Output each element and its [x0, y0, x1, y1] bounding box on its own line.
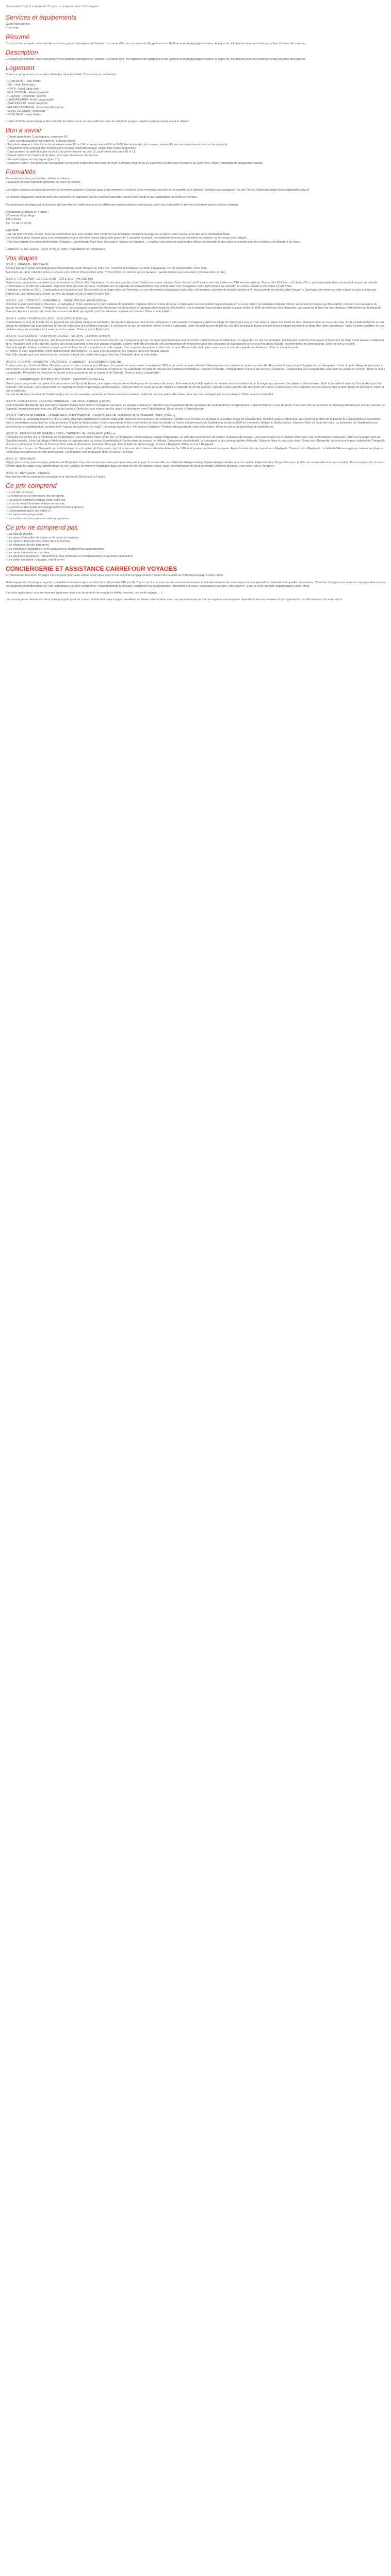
list-item: - SNAEFELLSNES : Arnarstapi — [6, 109, 46, 113]
services-title: Services et équipements — [6, 14, 76, 22]
conciergerie-paragraph: En choisissant Carrefour Voyages Conciergerie pour votre séjour, vous optez pour un service d'accompagnement complet dès la veille de votre départ jusqu'à votre retour. — [6, 574, 224, 578]
bon-a-savoir-list — [6, 135, 386, 165]
list-item: Concierge — [6, 26, 19, 30]
day-title: JOUR 10 : PENINSULE DE SNÆFELLSNES - THINGVELLIR - REYKJAVIK (340 km) — [6, 432, 116, 435]
list-item: - Les repas éventuels aux escales, — [6, 551, 51, 554]
bon-a-savoir-title: Bon à savoir — [6, 127, 42, 134]
day-title: JOUR 6 : HUSAVIK - AKUREYRI - HAUGANES - GLAUMBÆR - LAUGARBAKKI (380 km) — [6, 360, 122, 364]
conciergerie-paragraph: Notre équipe de concierges, experte, précipitée et humaine (pas de robot !) est disponible 24h sur 24, 7 jours sur 7 et à votre écoute exclusivement pour le bon déroulement de votre séjour et vous garantit la réactivité et la qualité nécessaires. Carrefour Voyages pour vous accompagne dans toutes les situations (enregistrement de vols, demandes sur votre programme, renseignements & conseils, assistance sur les problèmes rencontrés sur place, réservation d'activités, conciergerie...) dès la veille de votre départ jusqu'à votre retour. — [6, 581, 386, 588]
formalites-title: Formalités — [6, 168, 36, 176]
day-text: Accueil par votre guide-accompagnateur francophone selon l'horaire de votre vol. Transfert et installation à l'hôtel à Reykjavik. Fin de journée libre. Dîner libre. Transferts aéroport collectifs inclus si arrivée entre 15h et 16h et retour entre 7h30 et 8h30. En dehors de ces horaires, navette Flybus sans assistance (incluse dans le prix). — [6, 267, 226, 274]
day-title: JOUR 8 : ISAFJORDUR - HRAFNSEYRARHEIDI - PATREKSFJORDUR (180 km) — [6, 400, 111, 403]
day-text: Continuation le long de la côte est en passant par des petits villages de pêcheurs, des fjords majestueux, des fermes éloignées et des massifs montagneux. Arrêt au village de Djúpivogur puis arrivée dans la région des fjords de l'Est. Déjeuner libre en cours de route. Arrêt à Fáskrúðsfjörður et son village de pêcheurs qui était autrefois un lieu de halte pour les pêcheurs français ; il est devenu un lieu de mémoire. Dîner et nuit à Egilsstadir. Visite du petit musée de pêche, une des principales bases des pêcheurs français travaillant au large des côtes islandaises. Visite du petit cimetière où des pêcheurs français et belges sont enterrés et du musée. Dîner et nuit à Egilsstadir. — [6, 320, 385, 332]
list-item: - HUSAVIK : Fosshótel Húsavík — [6, 95, 46, 98]
conciergerie-paragraph: Via notre application, vous retrouverez également tous vos documents de voyage (e-billets, voucher, carnet de voyage, ...). — [6, 591, 163, 595]
day-text: Premier arrêt à Látrabjarg, la point le plus à l'ouest d'Europe également un endroit idéal pour observer les macareux par centaines. Rendez-vous ensuite sur la plage à la couleur rouge de Raudisandur, dont les couleurs étonnent. Vous pourrez profiter de la beauté de Raudisandur et ses petites fées le permettent, avant d'arriver à Brjanslaekur. Départ de Brjanslaekur, vous emprunterez le ferry permettant de relier les fjords de l'ouest à la péninsule de Snæfellsnes (environ 2h30 de traversée). Arrivée à Stykkishólmur. Déjeuner libre en cours de route. La péninsule de Snæfellsnes est dominée par le Snæfellsjökull, surnommé le "volcan au capuchon de neige", un volcan glacier de 1 446 mètres d'altitude. Première découverte de cette belle région. Dîner et nuit sur la péninsule de Snæfellsnes. — [6, 418, 381, 429]
description-title: Description — [6, 48, 38, 56]
day-text: Direction la plus grand glacier d'Europe, le Vatnajökull. Vous explorerez le parc national de Skaftafell. Déjeuner libre en cours de route. Continuation vers le célèbre lagon Jökulsárlón où vous verrez de lumineux icebergs dériver. Excursion en bateau au Jökulsárlón, croisière vers la lagune du glacier (environ 40 minutes). Pendant l'excursion, vous naviguerez parmi les immenses icebergs dans le paysage pittoresque de Jökulsárlón. Sur le bateau, vous pourrez goûter la glace vieille de 1000 ans et vous êtes chanceux, vous pourrez même voir des phoques. Arrêt photo sur la plage du Diamant. Après ce temps fort, visite des environs de Höfn qui signifie "port" en islandais, capitale du homard. Dîner et nuit à Höfn. — [6, 302, 382, 314]
ce-prix-ne-comprend-pas-section — [6, 524, 386, 563]
conciergerie-title: CONCIERGERIE ET ASSISTANCE CARREFOUR VOYAGES — [6, 565, 177, 573]
day-item — [6, 414, 386, 429]
logement-title: Logement — [6, 64, 35, 72]
list-item: - REYKJAVIK : Hotel Klettur — [6, 113, 42, 117]
list-item: - Les frais de dossier, — [6, 532, 34, 536]
day-item — [6, 278, 386, 296]
ce-prix-comprend-list — [6, 491, 386, 521]
day-item — [6, 263, 386, 275]
list-item: - Le forfait taxes et redevances des aéroports, — [6, 495, 65, 498]
hotel-list — [6, 80, 386, 117]
day-text: Premier arrêt aux chutes de Dieu, Godafoss, pour ensuite continuer vers Akureyri, la capitale du nord, située à seulement 100 km du cercle arctique. Arrivée à Akureyri dans la matinée et rapide tour de ville. Remontée le long du fjord Eyjafjördur par Hauganes. Visite du petit village de pêcheurs et découverte de ses spas en plein air. Déjeuner libre en cours de route. Poursuite en direction de Glaumbær et visite du musée des traditions folkloriques, maisons en tourbe. Plongée dans l'histoire des fermes d'autrefois. Continuation vers Laugarbakki, puis arrêt au village en chemin. Dîner et nuit à Laugarbakki. Possibilité de découvrir le musée et les expositions sur la région et de l'Islande. Dîner et nuit à Laugarbakki. — [6, 364, 385, 375]
list-item: - HOFN : Hôtel Edda Höfn — [6, 87, 39, 91]
list-item: - Départ garanti dès 2 participants, maximum 30. — [6, 135, 68, 139]
conciergerie-paragraph: Les conciergeries deviennent alors votre principal point de contact durant tout votre voyage, travaillant en étroite collaboration avec nos partenaires locaux et nos équipes internes pour répondre à tout vos besoins et ainsi garantir le bon déroulement de votre séjour. — [6, 598, 343, 602]
logement-intro: Durant ce programme, vous serez hébergés dans les hôtels 3* suivants (ou similaires) : — [6, 73, 118, 77]
description-text: Ce circuit très complet, vous fera découvrir les grands classiques de l'Islande : Le cercle d'Or, les cascades de Skogafoss et de Gullfoss et leurs paysages lunaires, le lagon de Jokulsarlon avec ses icebergs et bien d'autres découvertes. — [6, 57, 306, 61]
resume-section — [6, 33, 386, 46]
list-item: - Les dépenses d'ordre personnel, — [6, 544, 50, 547]
day-title: JOUR 4 : HOFN - FJORDS DE L'EST - EGILSSTADIR (250 km) — [6, 317, 88, 320]
ce-prix-comprend-section — [6, 482, 386, 521]
day-title: JOUR 11 : REYKJAVIK — [6, 457, 36, 461]
day-title: JOUR 2 : REYKJAVIK - CERCLE D'OR - CÔTE SUD - VIK (300 km) — [6, 277, 93, 281]
list-item: - PATREKSFJORDUR : Fosshótel Westfjords — [6, 106, 64, 109]
day-item — [6, 400, 386, 411]
day-title: JOUR 12 : REYKJAVIK - FRANCE — [6, 471, 50, 475]
day-text: Départ pour une journée complète à la découverte des fjords de l'ouest, une région inexplorée et idéale pour les amateurs de nature. Première arrêt à Hólmavík et son musée de la sorcellerie et de la magie, qui présente des objets et des histoires. Arrêt à Sudavík et visite du Centre Arctique des Renards. Sur la route, vous traverserez de magnifiques fjords et paysages spectaculaires. Déjeuner libre en cours de route. Arrivée à Isafjordur en fin de journée, capitale et plus grande ville des fjords de l'ouest. Continuation vers Isafjordur où vous découvrirez le petit village de pêcheurs. Dîner et nuit à Isafjordur. Le coin de Hesteyri au-delà de l'Isafjördurdjúp est un lieu sauvage, préservé et classé monument naturel. Isafjordur est une petite ville située dans une baie protégée par les montagnes. Dîner et nuit à Isafjordur. — [6, 382, 384, 397]
day-title: JOUR 5 : EGILSSTADIR - CANYON STUDLAGIL - MYVATN - HUSAVIK (270 km) — [6, 335, 110, 338]
formalites-text: Ressortissants français (adultes, bébés et enfants) : Passeport ou carte nationale d'identité en cours de validité. Les règles relatives au franchissement des frontières propres à chaque pays étant amenées à évoluer, il est vivement conseillé de se reporter à la rubrique "conseils aux voyageurs" du site France Diplomatie.https://www.diplomatie.gouv.fr/ Le mineurs voyageant seuls ou avec une personne ne disposant pas de l'autorité parentale doivent être munis d'une autorisation de sortie de territoire. Ressortissants étrangers et binationaux devront être en conformité avec les différentes réglementations en vigueur, selon leur nationalité et devront s'informer auprès de leur consulat. Ambassade d'Islande en France : 52 avenue Victor Hugo 75116 Paris Tél : 01 44 17 32 85 A NOTER - En cas d'un vol avec escale, nous vous informons que vous devrez être conforme aux formalités sanitaires du pays où se trouve votre escale ainsi que votre destination finale. Les modalités pour chaque pays sont consultables sur le site https://www.diplomatie.gouv.fr/fr/. L'actualité évoluant très rapidement, nous vous invitons à consulter ce lien avant votre départ. - Pour tout départ d'un aéroport frontalier (Belgique, Luxembourg, Pays-Bas, Allemagne, Suisse ou Espagne...), veuillez vous informer auprès des offices des ministères des pays concernés pour les conditions de départ et de retour. COURANT ELECTRIQUE : 230V et 50Hz. Type F. Adaptateur non nécessaire. — [6, 177, 309, 251]
list-item: - VIK : Hotel Dyrhólaey — [6, 83, 35, 87]
day-text: Poursuite des visites sur la péninsule de Snæfellsnes. Une très belle route, entre mer et montagnes, mène jusqu'au village d'Arnarstapi, un adorable port entouré de roches et falaises de basalte. Une promenade sur le chemin côtier pour voir les formations rocheuses. Arrêt sur la plage noire de Djúpalónssandur. Visite du village d'Hellissandur et passage près du volcan Snæfellsjökull. Continuation au musée de Hellnar. Découverte des Kirkjufell, la montagne la plus photographiée d'Islande. Déjeuner libre en cours de route. Route vers Thingvellir où se trouve le parc national de Thingvellir, classé au patrimoine mondial de l'Unesco. Puis visite du Parlement islandais. Passage dans la faille de l'Almannagjá. Arrivée à Reykjavik. Dîner et nuit à Reykjavik. Poursuite vers le parc de Thingvellir qui a été le siège du « le vallée du Parlement » qui fut le berceau de la démocratie islandaise en l'an 930 et le premier parlement européen. Après la visite du site, départ vers Reykjavik. Dîner et nuit à Reykjavik. La faille de l'Almannagjá, qui sépare les plaques tectoniques eurasiennes et nord-américaines. Continuation vers Reykjavik, dîner et nuit à Reykjavik. — [6, 436, 385, 454]
ce-prix-comprend-title: Ce prix comprend — [6, 482, 57, 490]
list-item: - Déjeuners libres : des points de restauration se trouvent à proximité des lieux de visite. Comptez environ 15-20 EUR pour un déjeuner et environ 30 EUR pour 2 plats. Possibilité de restauration rapide. — [6, 161, 264, 165]
list-item: - La présence d'un guide accompagnateur local francophone, — [6, 505, 84, 509]
list-item: - L'accueil à l'aéroport d'arrivée selon votre vol, — [6, 498, 66, 502]
vos-etapes-title: Vos étapes — [6, 255, 38, 262]
list-item: - Les repas selon programme, — [6, 513, 44, 517]
day-item — [6, 299, 386, 314]
day-item — [6, 378, 386, 397]
day-text: Première arrêt à Stuðlagil Canyon, site récemment découvert. Les 2 et le travail sous les eaux jusqu'à ce qu'une centrale hydroélectrique soit construite, faisant baisser le débit d'eau et apparaître ce site remarquable. Continuation vers les montagnes et traversée de deux hauts plateaux. Déjeuner libre. Poursuite vers le lac Myvatn, un des lacs les plus grands et les plus chauds d'Islande. L'après-midi, découverte du site géothermique de Hverarönd, puis des solfatares du Námaskarð et des sources d'eau chaude, les fumerolles de Dimmuborgir. Dîner et nuit à Husavik. Dimmuborgir (le château sombre) compte parmi les lieux les plus singuliers de cette région : il se compose de grottes et d'arches de lave. Pause à Husavik, plus connu sous le nom de capitale des baleines. Dîner et nuit à Husavik. En option et avec supplément, sortie d'observation des baleines, où vous pourrez observer les cétacés dans leur habitat naturel. Vers 20h, départ pour une soirée hors du commun à bord d'un voilier électrique. Une fois à Husavik, dîner à votre hôtel. — [6, 338, 384, 357]
resume-text: Ce circuit très complet, vous fera découvrir les grands classiques de l'Islande : Le cercle d'Or, les cascades de Skogafoss et de Gullfoss et leurs paysages lunaires, le lagon de Jokulsarlon avec ses icebergs et bien d'autres découvertes. — [6, 42, 306, 45]
ce-prix-ne-comprend-pas-title: Ce prix ne comprend pas — [6, 523, 78, 531]
description-section — [6, 49, 386, 61]
logement-section — [6, 64, 386, 124]
list-item: - Guide-accompagnateur francophone, autocar privatif. — [6, 139, 76, 143]
list-item: - REYKJAVIK : Hotel Klettur — [6, 80, 42, 83]
list-item: - L'hébergement dans des hôtels 3*, — [6, 510, 52, 513]
list-item: - Les petits-annulation, bagages, retard aérien. — [6, 558, 66, 562]
formalites-section — [6, 168, 386, 251]
day-item — [6, 335, 386, 357]
tab-line: Description Ce prix comprend / Ce prix ne comprend pas Conciergerie — [6, 5, 99, 8]
list-item: - Le circuit selon l'itinéraire indiqué en autocar, — [6, 502, 65, 505]
day-title: JOUR 1 : FRANCE - REYKJAVIK — [6, 263, 48, 267]
list-item: - Prévoir vêtements chauds et de pluie, ainsi que chaussures de marche. — [6, 154, 99, 158]
logement-note: L'ordre d'hôtels communiqué à titre indicatif, les hôtels vous seront confirmés dans le carnet de voyage transmis quelques jours avant le départ. — [6, 120, 189, 124]
list-item: - EGILSSTADIR : Hôtel Valaskjálf — [6, 91, 48, 94]
list-item: - Les garanties assistance, rapatriement, frais médicaux et d'hospitalisation, et garanties annulation, — [6, 554, 134, 558]
page — [0, 0, 391, 610]
day-text: Départ pour un tour panoramique pédestre de Reykjavik. Vous découvrirez les sites principaux tels que le port, le centre-ville, la cathédrale Hallgrímskirkja, l'église Hallgrímskirkja sera très visitée. Déjeuner libre. Temps libre pour profiter en centre-ville et de ses activités. Dans l'après-midi, moment détente dans les bains d'eau géothermale du Sky Lagoon, un moment inoubliable dans un décor de film de science-fiction, avec une impression de bout du monde (serviette incluse). Dîner libre. Nuit à Reykjavik. — [6, 461, 384, 468]
day-item — [6, 472, 386, 479]
day-text: Visite matinale d'Isafjordur qui jouit d'une situation idéale entre mer et montagnes abruptes. Le voyage continue en direction des magnifiques fjords sauvages de Onundarfjördur et Dýrafjördur. Déjeuner libre en cours de route. Poursuite vers la péninsule de Hrafnseyrarheidi puis vers la cascade de Dynjandi, impressionnante avec ses 100 m de hauteur. Arrêt pour une courte marche avant de poursuivre vers Patreksfjordur. Dîner et nuit à Patreksfjordur. — [6, 403, 385, 411]
list-item: - Les taxes éventuelles de séjour et de sortie du territoire, — [6, 536, 79, 539]
day-item — [6, 457, 386, 469]
list-item: - Les excursions facultatives, et les activités non mentionnées au programme, — [6, 547, 105, 551]
day-item — [6, 361, 386, 376]
list-item: Guide francophone — [6, 23, 30, 26]
day-text: Transfert privatif ou navette non privative vers l'aéroport. Envol pour la France. — [6, 475, 106, 479]
list-item: - Programme type pouvant être modifié selon certains impératifs locaux, néanmoins visites respectées. — [6, 147, 137, 150]
day-title: JOUR 9 : PATREKSFJORDUR - LÁTRABJARG - RAUDISANDUR - BRJANSLAEKUR - PENINSULE DE SNAEFELLSNES (250 km) — [6, 414, 175, 418]
day-text: Départ pour une journée complète à la découverte du Cercle d'Or. Exploration du site des geysers où le Strokkur émet une colonne d'eau chaude de 20 mètres de haut toutes les 7/10 minutes environ. Puis arrêt à Gullfoss, « la chute d'Or », qui se précipite dans un profond canyon de basalte. Promenade sur le site des cascades. Déjeuner libre en cours de route. Poursuite vers la cascade de Seljalandsfoss puis continuation vers Skogafoss, avec arrêt devant sa cascade. En soirée, arrivée à Vik. Dîner et nuit à Vik. L'éruption a eu lieu en 2010. Continuation vers la pointe sud. Découverte de la plage noire de Reynisfjara et ses étonnantes géologiques naturelles, d'immenses colonnes de basalte qui forment une pyramide renversée. Arrêt devant le Dyrhólaey, un immense pilier massif de lave sombre qui s'élève sur 120 mètres dans la mer. Arrivée au village de Vik et dîner et nuit à Vik. — [6, 281, 378, 296]
day-item — [6, 317, 386, 332]
day-title: JOUR 7 : LAUGARBAKKI - FJORDS DE L'OUEST - ISAFJORDUR (360 km) — [6, 378, 104, 382]
list-item: - Transferts aéroport collectifs inclus si arrivée entre 15h et 16h et retour entre 7h30 et 8h30. En dehors de ces horaires, navette Flybus sans assistance (incluse dans le prix). — [6, 143, 228, 146]
list-item: - Le vol aller et retour, — [6, 491, 34, 495]
services-list — [6, 23, 386, 30]
list-item: - LAUGARBAKKI : Hótel Laugarbakki — [6, 98, 54, 102]
vos-etapes-section — [6, 255, 386, 479]
bon-a-savoir-section — [6, 127, 386, 165]
conciergerie-section — [6, 565, 386, 602]
services-section — [6, 14, 386, 30]
list-item: - ISAFJORDUR : Hótel Ísafjördur — [6, 102, 48, 106]
ce-prix-ne-comprend-pas-list — [6, 533, 386, 563]
list-item: - Dans pension du petit-déjeuner du jour 2 au petit-déjeuner du jour 12, sauf dîners des jours 10 et 11. — [6, 150, 136, 154]
day-title: JOUR 3 : VIK - CÔTE SUD - SKAFTAFELL - JÖKULSARLON - HOFN (280 km) — [6, 299, 108, 302]
list-item: - Les repas et boissons non inclus dans la formule, — [6, 540, 71, 544]
list-item: - Les entrées et visites prévues selon programme. — [6, 517, 70, 520]
day-item — [6, 432, 386, 454]
list-item: - Serviette incluse au day lagoon (jour 11). — [6, 158, 60, 161]
resume-title: Résumé — [6, 33, 30, 41]
